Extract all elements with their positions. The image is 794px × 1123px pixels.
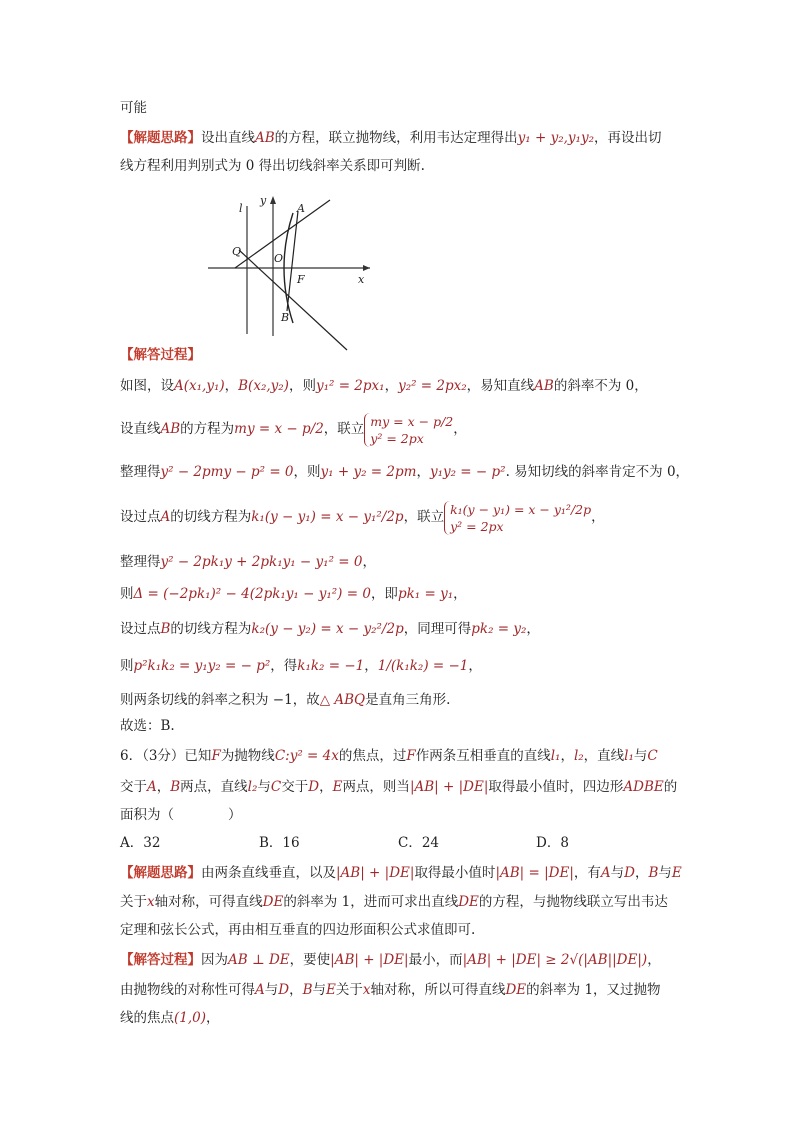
- y-axis-arrow: [270, 196, 276, 204]
- label-x: x: [358, 273, 365, 286]
- label-f: F: [297, 273, 305, 286]
- label-q: Q: [232, 245, 242, 258]
- label-y: y: [260, 194, 267, 207]
- option-c: C．24: [398, 835, 440, 851]
- text-line: 则两条切线的斜率之积为 −1，故△ ABQ是直角三角形.: [120, 692, 451, 708]
- solution-process-6: 【解答过程】因为AB ⊥ DE，要使|AB| + |DE|最小，而|AB| + |DE| ≥ 2√(|AB||DE|)，: [120, 952, 661, 968]
- label-a: A: [297, 202, 305, 215]
- text-line: 设直线AB的方程为my = x − p/2，联立 my = x − p/2 y² = 2px，: [120, 413, 467, 446]
- text-line: 设过点B的切线方程为k₂(y − y₂) = x − y₂²/2p，同理可得pk₂ = y₂，: [120, 621, 540, 637]
- text-line: 定理和弦长公式，再由相互垂直的四边形面积公式求值即可.: [120, 922, 476, 938]
- answer-line: 故选：B.: [120, 718, 175, 734]
- text-line: 整理得y² − 2pk₁y + 2pk₁y₁ − y₁² = 0，: [120, 554, 376, 570]
- solution-idea: 【解题思路】设出直线AB的方程，联立抛物线，利用韦达定理得出y₁ + y₂,y₁y₂，再设出切: [120, 130, 662, 146]
- section-tag-line: 【解答过程】: [120, 347, 201, 363]
- text-line: 设过点A的切线方程为k₁(y − y₁) = x − y₁²/2p，联立 k₁(y − y₁) = x − y₁²/2p y² = 2px，: [120, 501, 605, 534]
- label-l: l: [239, 202, 243, 215]
- label-o: O: [274, 252, 284, 265]
- text-line: 线方程利用判别式为 0 得出切线斜率关系即可判断.: [120, 158, 425, 174]
- solution-idea-6: 【解题思路】由两条直线垂直，以及|AB| + |DE|取得最小值时|AB| = |DE|，有A与D，B与E: [120, 865, 682, 881]
- text-line: 由抛物线的对称性可得A与D，B与E关于x轴对称，所以可得直线DE的斜率为 1，又过抛物: [120, 982, 661, 998]
- label-b: B: [281, 311, 290, 324]
- text-line: 可能: [120, 100, 147, 116]
- option-a: A．32: [120, 835, 161, 851]
- question-6: 6．（3分）已知F为抛物线C:y² = 4x的焦点，过F作两条互相垂直的直线l₁，l₂，直线l₁与C: [120, 748, 658, 764]
- text-line: 线的焦点(1,0)，: [120, 1010, 220, 1026]
- tangent-line-b: [239, 250, 347, 350]
- equation-system: my = x − p/2 y² = 2px: [364, 413, 453, 447]
- equation-system: k₁(y − y₁) = x − y₁²/2p y² = 2px: [444, 501, 591, 535]
- text-line: 则Δ = (−2pk₁)² − 4(2pk₁y₁ − y₁²) = 0，即pk₁ = y₁，: [120, 586, 467, 602]
- parabola-figure: [205, 188, 375, 353]
- x-axis-arrow: [363, 265, 370, 271]
- text-line: 面积为（ ）: [120, 807, 242, 823]
- section-tag: 【解题思路】: [120, 130, 201, 146]
- option-d: D．8: [536, 835, 569, 851]
- option-b: B．16: [259, 835, 300, 851]
- text-line: 整理得y² − 2pmy − p² = 0，则y₁ + y₂ = 2pm，y₁y₂ = − p². 易知切线的斜率肯定不为 0，: [120, 464, 690, 480]
- text-line: 关于x轴对称，可得直线DE的斜率为 1，进而可求出直线DE的方程，与抛物线联立写出韦达: [120, 894, 668, 910]
- text-line: 则p²k₁k₂ = y₁y₂ = − p²，得k₁k₂ = −1，1/(k₁k₂) = −1，: [120, 658, 482, 674]
- text-line: 如图，设A(x₁,y₁)，B(x₂,y₂)，则y₁² = 2px₁，y₂² = 2px₂，易知直线AB的斜率不为 0，: [120, 378, 648, 394]
- text-line: 交于A，B两点，直线l₂与C交于D，E两点，则当|AB| + |DE|取得最小值时，四边形ADBE的: [120, 779, 678, 795]
